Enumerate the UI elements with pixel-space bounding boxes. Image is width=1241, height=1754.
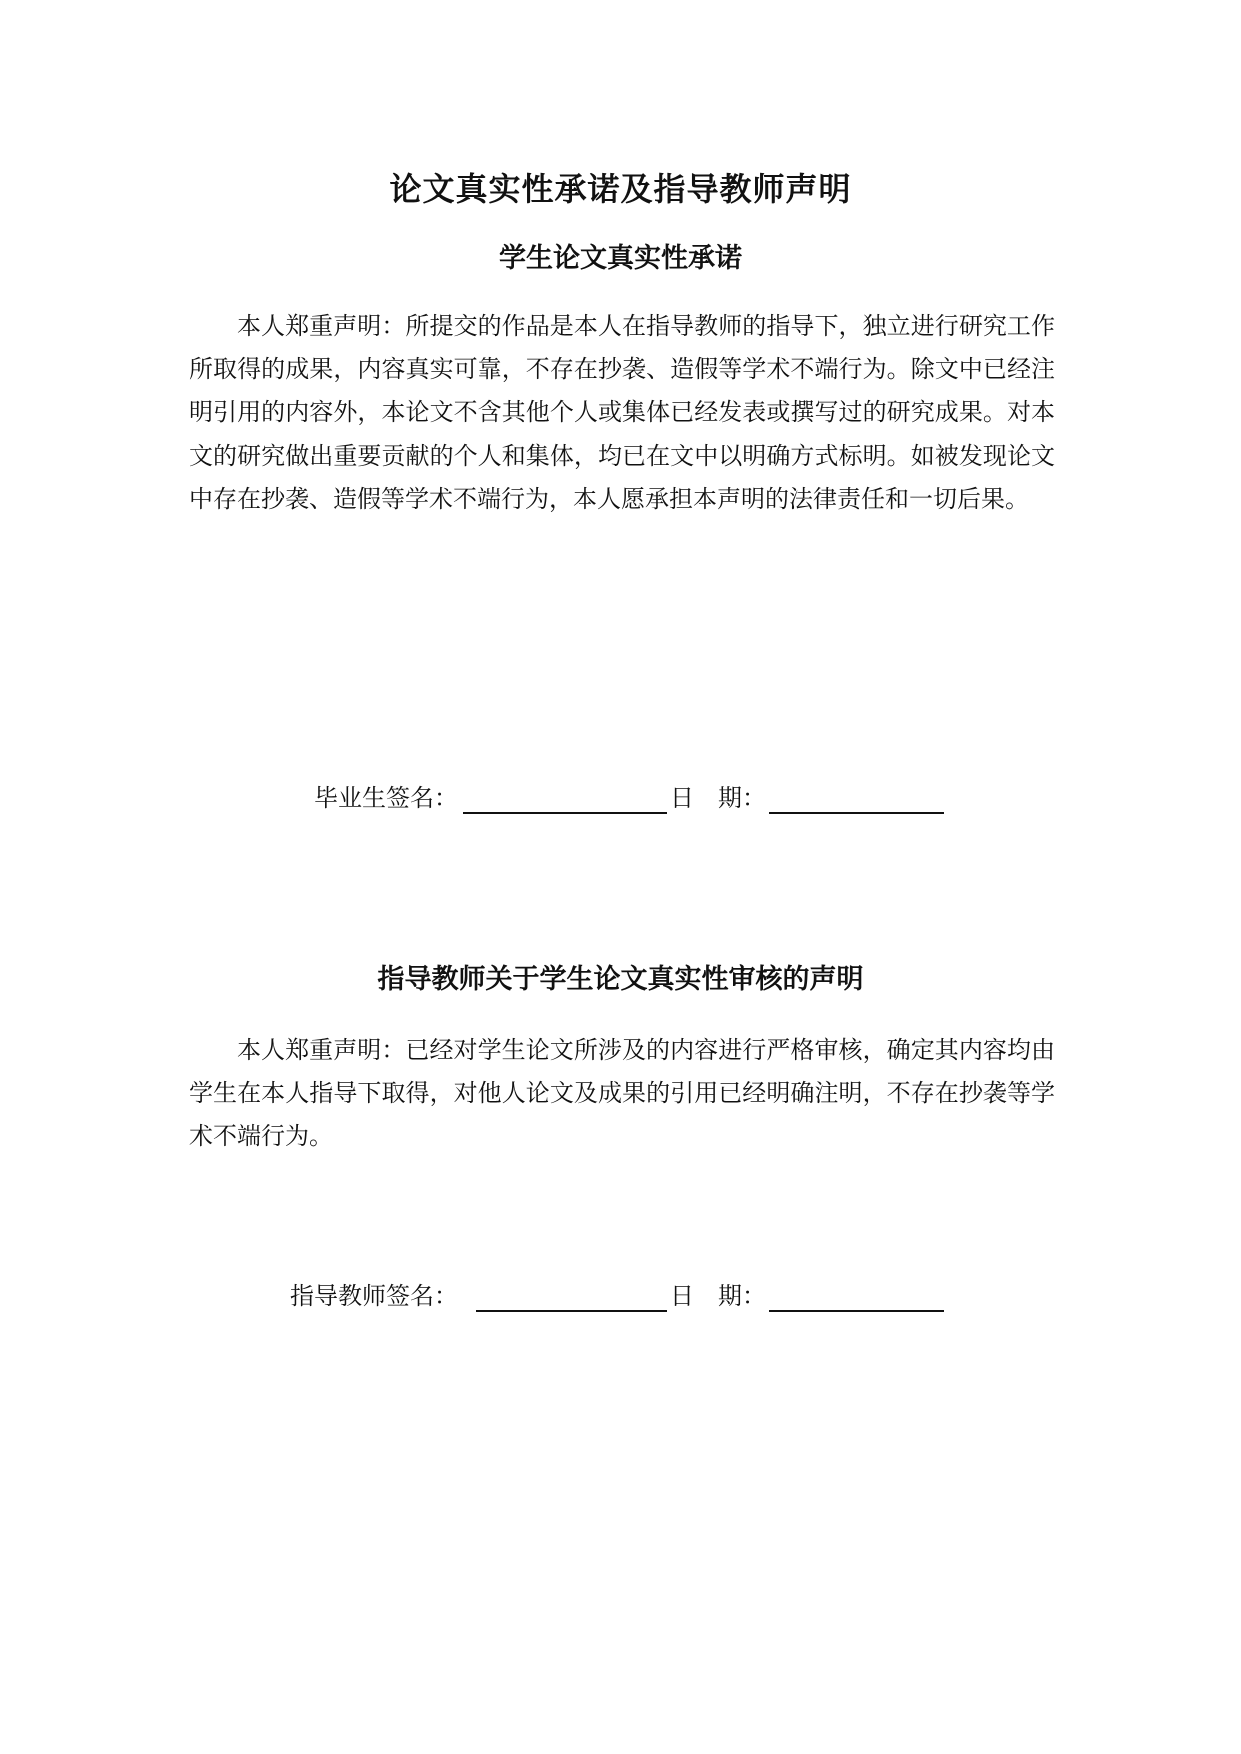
student-commitment-heading: 学生论文真实性承诺 [499, 243, 742, 274]
page-title: 论文真实性承诺及指导教师声明 [389, 170, 852, 208]
student-signature-label: 毕业生签名： [314, 784, 458, 812]
advisor-date-label: 日 期： [670, 1282, 766, 1310]
advisor-declaration-heading: 指导教师关于学生论文真实性审核的声明 [377, 964, 864, 995]
student-commitment-text: 本人郑重声明：所提交的作品是本人在指导教师的指导下，独立进行研究工作所取得的成果，内容真实可靠，不存在抄袭、造假等学术不端行为。除文中已经注明引用的内容外，本论文不含其他个人或集体已经发表或撰写过的研究成果。对本文的研究做出重要贡献的个人和集体，均已在文中以明确方式标明。如被发现论文中存在抄袭、造假等学术不端行为，本人愿承担本声明的法律责任和一切后果。 [189, 312, 1055, 513]
advisor-date-field[interactable] [769, 1310, 944, 1312]
advisor-signature-field[interactable] [476, 1310, 667, 1312]
advisor-signature-label: 指导教师签名： [290, 1282, 458, 1310]
student-date-field[interactable] [769, 812, 944, 814]
student-date-label: 日 期： [670, 784, 766, 812]
advisor-declaration-text: 本人郑重声明：已经对学生论文所涉及的内容进行严格审核，确定其内容均由学生在本人指导下取得，对他人论文及成果的引用已经明确注明，不存在抄袭等学术不端行为。 [189, 1036, 1055, 1151]
student-signature-field[interactable] [463, 812, 667, 814]
